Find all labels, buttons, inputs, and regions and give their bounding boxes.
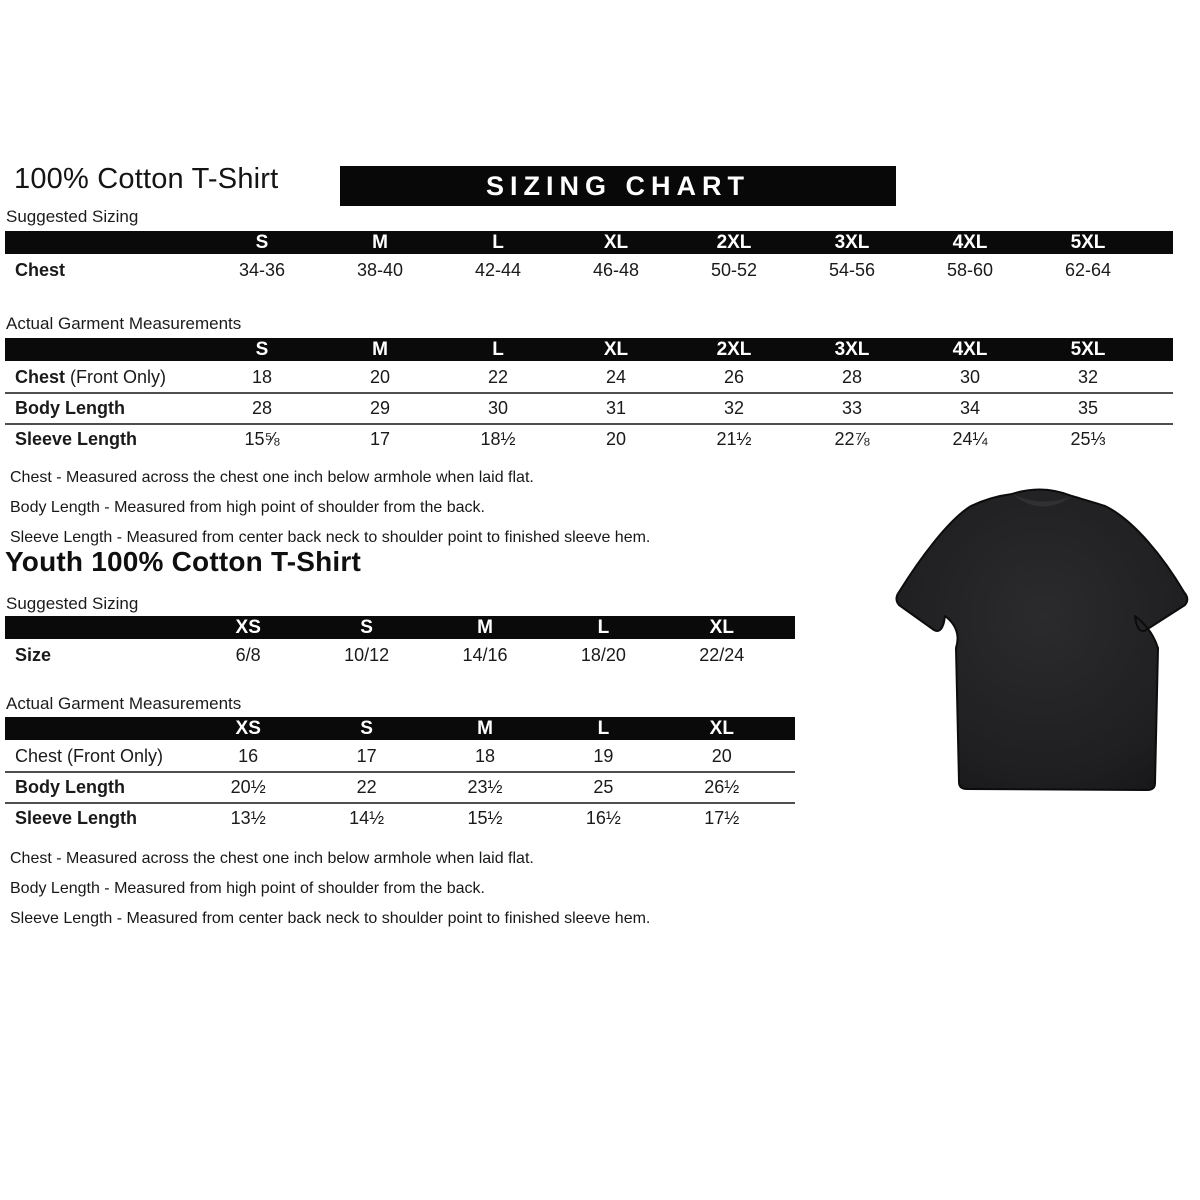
measurement-cell: 26½: [704, 777, 740, 797]
table-row: [5, 392, 1173, 423]
size-column-header: S: [360, 717, 373, 739]
measurement-note: Chest - Measured across the chest one inch below armhole when laid flat.: [10, 850, 534, 867]
youth-actual-measurements-label: Actual Garment Measurements: [6, 694, 242, 713]
measurement-cell: 17: [356, 746, 377, 766]
measurement-cell: 14/16: [462, 645, 508, 665]
measurement-cell: 35: [1077, 398, 1099, 418]
measurement-note: Body Length - Measured from high point of shoulder from the back.: [10, 880, 485, 897]
measurement-cell: 18: [251, 367, 273, 387]
measurement-cell: 32: [723, 398, 745, 418]
measurement-cell: 50-52: [710, 260, 758, 280]
measurement-cell: 13½: [230, 808, 266, 828]
measurement-cell: 32: [1077, 367, 1099, 387]
measurement-cell: 30: [959, 367, 981, 387]
measurement-cell: 18½: [480, 429, 516, 449]
size-column-header: L: [597, 616, 610, 638]
adult-suggested-sizing-label: Suggested Sizing: [6, 207, 139, 226]
size-column-header: 2XL: [716, 231, 752, 253]
youth-actual-measurements-table: [5, 717, 795, 833]
measurement-cell: 26: [723, 367, 745, 387]
adult-actual-measurements-label: Actual Garment Measurements: [6, 314, 242, 333]
table-row: [5, 742, 795, 771]
row-label: Sleeve Length: [15, 808, 138, 828]
size-column-header: XL: [709, 717, 734, 739]
measurement-cell: 34-36: [238, 260, 286, 280]
tshirt-product-image: [886, 482, 1198, 806]
measurement-cell: 10/12: [344, 645, 390, 665]
row-label: Size: [15, 645, 52, 665]
row-label: Body Length: [15, 777, 125, 797]
row-label: Body Length: [15, 398, 125, 418]
measurement-cell: 29: [369, 398, 391, 418]
measurement-cell: 6/8: [235, 645, 261, 665]
measurement-cell: 46-48: [592, 260, 640, 280]
size-column-header: 2XL: [716, 338, 752, 360]
table-row: [5, 771, 795, 802]
sizing-chart-banner-label: SIZING CHART: [486, 170, 750, 201]
measurement-cell: 23½: [467, 777, 503, 797]
measurement-cell: 17: [369, 429, 391, 449]
measurement-cell: 17½: [704, 808, 740, 828]
measurement-cell: 15½: [467, 808, 503, 828]
measurement-cell: 21½: [716, 429, 752, 449]
measurement-cell: 18: [474, 746, 495, 766]
row-label: Chest (Front Only): [15, 746, 164, 766]
measurement-cell: 14½: [349, 808, 385, 828]
adult-suggested-sizing-table: [5, 231, 1173, 285]
size-column-header: L: [492, 338, 504, 360]
measurement-cell: 34: [959, 398, 981, 418]
measurement-cell: 22: [487, 367, 509, 387]
measurement-cell: 20½: [230, 777, 266, 797]
measurement-cell: 19: [593, 746, 614, 766]
measurement-cell: 28: [841, 367, 863, 387]
size-column-header: 4XL: [952, 231, 988, 253]
adult-actual-measurements-table: [5, 338, 1173, 454]
measurement-cell: 54-56: [828, 260, 876, 280]
measurement-cell: 30: [487, 398, 509, 418]
measurement-cell: 16: [238, 746, 259, 766]
table-row: [5, 802, 795, 833]
size-column-header: M: [372, 231, 388, 253]
page-title: 100% Cotton T-Shirt: [14, 163, 279, 195]
size-column-header: XS: [235, 616, 261, 638]
size-column-header: S: [255, 338, 269, 360]
row-label: Chest: [15, 260, 66, 280]
size-column-header: XL: [709, 616, 734, 638]
measurement-note: Body Length - Measured from high point of shoulder from the back.: [10, 499, 485, 516]
size-column-header: XL: [603, 231, 629, 253]
measurement-cell: 24: [605, 367, 627, 387]
measurement-cell: 25⅓: [1070, 429, 1106, 449]
size-column-header: S: [255, 231, 269, 253]
measurement-cell: 22/24: [699, 645, 745, 665]
size-column-header: 3XL: [834, 231, 870, 253]
measurement-note: Sleeve Length - Measured from center back neck to shoulder point to finished sleeve hem.: [10, 529, 651, 546]
size-column-header: 5XL: [1070, 338, 1106, 360]
youth-measurement-notes: [10, 844, 650, 934]
row-label: Chest (Front Only): [15, 367, 167, 387]
table-row: [5, 256, 1173, 285]
size-column-header: 4XL: [952, 338, 988, 360]
size-column-header: 3XL: [834, 338, 870, 360]
measurement-cell: 20: [605, 429, 627, 449]
size-column-header: L: [492, 231, 504, 253]
size-column-header: M: [477, 616, 493, 638]
table-row: [5, 641, 795, 670]
youth-suggested-sizing-table: [5, 616, 795, 670]
measurement-cell: 28: [251, 398, 273, 418]
measurement-cell: 33: [841, 398, 863, 418]
tshirt-icon: [886, 482, 1198, 806]
measurement-cell: 38-40: [356, 260, 404, 280]
measurement-cell: 62-64: [1064, 260, 1112, 280]
sizing-chart-banner: [340, 166, 896, 206]
size-column-header: XS: [235, 717, 261, 739]
measurement-cell: 31: [605, 398, 627, 418]
measurement-cell: 20: [369, 367, 391, 387]
table-row: [5, 363, 1173, 392]
measurement-cell: 20: [711, 746, 732, 766]
adult-measurement-notes: [10, 463, 650, 553]
measurement-cell: 22: [356, 777, 377, 797]
measurement-note: Chest - Measured across the chest one inch below armhole when laid flat.: [10, 469, 534, 486]
youth-page-title: Youth 100% Cotton T-Shirt: [5, 546, 362, 577]
measurement-cell: 24¼: [952, 429, 988, 449]
measurement-cell: 22⅞: [834, 429, 870, 449]
measurement-cell: 18/20: [580, 645, 626, 665]
row-label: Sleeve Length: [15, 429, 138, 449]
youth-suggested-sizing-label: Suggested Sizing: [6, 594, 139, 613]
size-column-header: L: [597, 717, 610, 739]
measurement-cell: 16½: [585, 808, 621, 828]
measurement-cell: 15⅝: [244, 429, 280, 449]
table-row: [5, 423, 1173, 454]
measurement-cell: 25: [593, 777, 614, 797]
size-column-header: XL: [603, 338, 629, 360]
size-column-header: M: [372, 338, 388, 360]
measurement-cell: 58-60: [946, 260, 994, 280]
size-column-header: S: [360, 616, 373, 638]
size-column-header: M: [477, 717, 493, 739]
measurement-note: Sleeve Length - Measured from center back neck to shoulder point to finished sleeve hem.: [10, 910, 651, 927]
measurement-cell: 42-44: [474, 260, 522, 280]
size-column-header: 5XL: [1070, 231, 1106, 253]
